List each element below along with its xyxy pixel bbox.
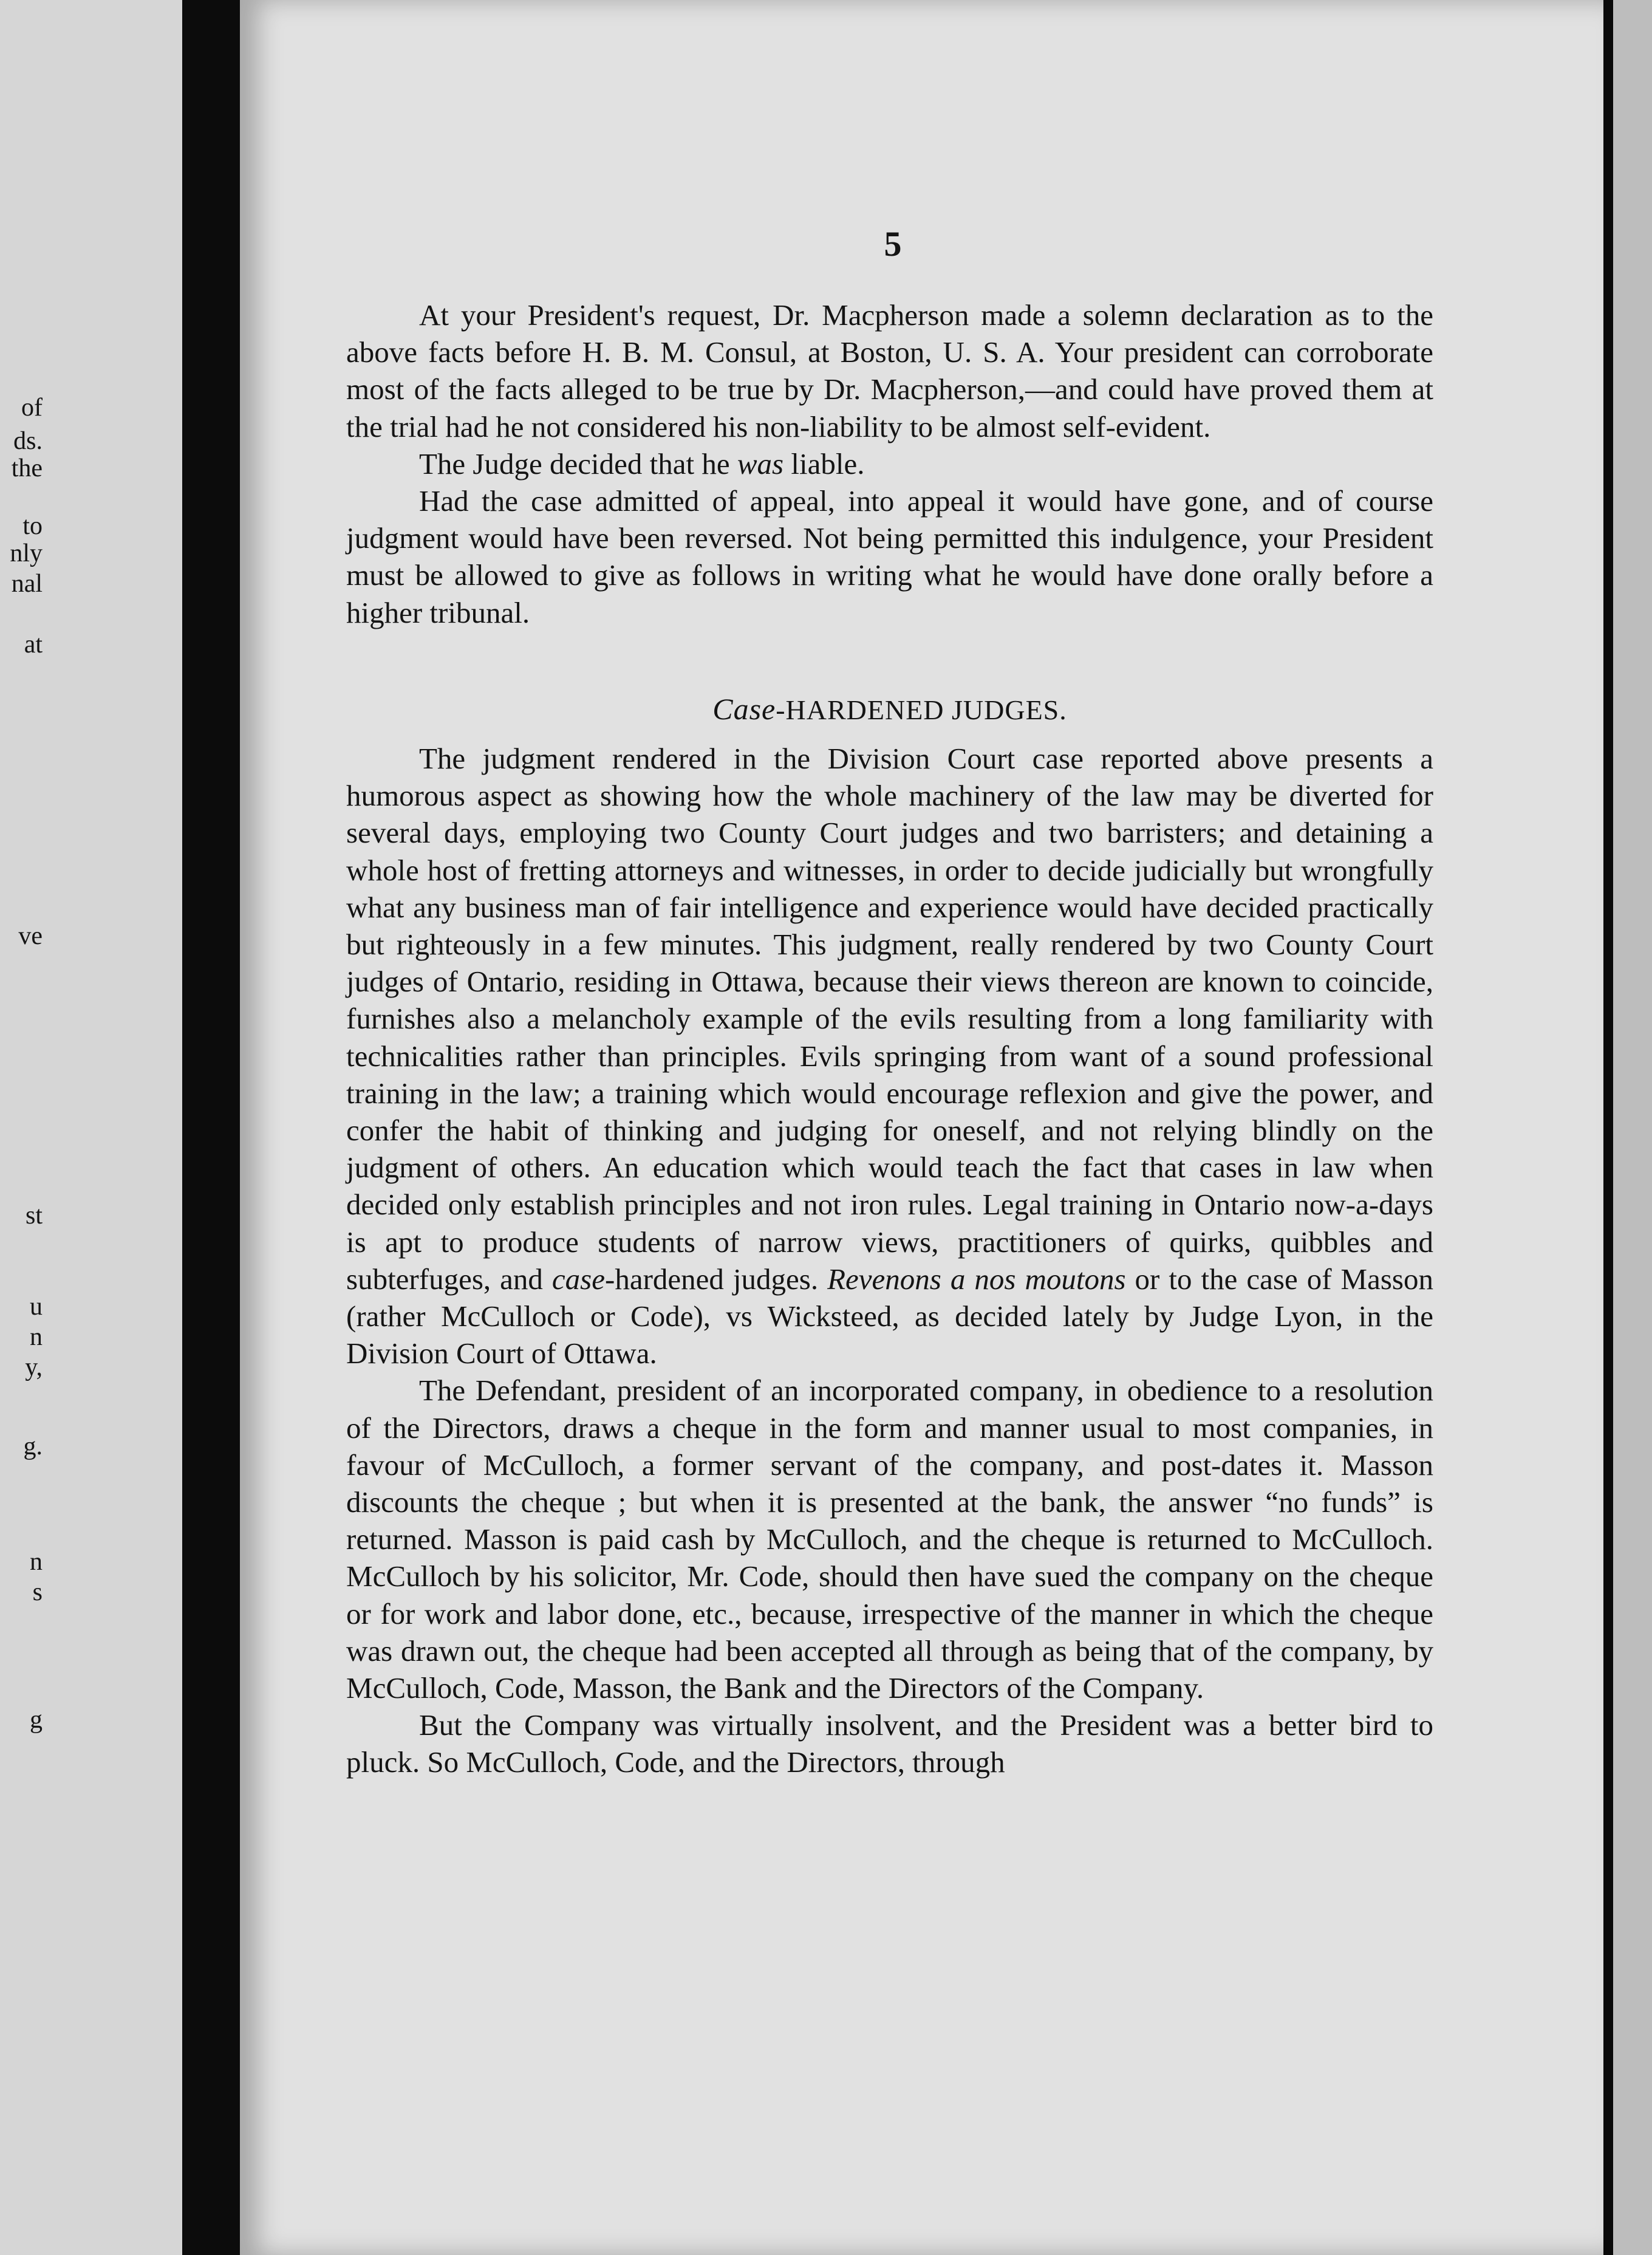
paragraph-judge-decided xyxy=(346,445,1433,482)
italic-run: Revenons a nos moutons xyxy=(827,1262,1126,1296)
text-block-body xyxy=(346,740,1433,1781)
margin-fragment: u xyxy=(30,1293,43,1321)
heading-rest: -HARDENED JUDGES. xyxy=(776,694,1067,725)
section-heading xyxy=(346,691,1433,727)
paragraph-judgment xyxy=(346,740,1433,1372)
text-run: The Judge decided that he xyxy=(419,447,737,481)
margin-fragment: s xyxy=(32,1578,43,1606)
margin-fragment: to xyxy=(22,512,43,540)
margin-fragment: at xyxy=(24,631,43,659)
margin-fragment: n xyxy=(30,1548,43,1576)
margin-fragment: g xyxy=(30,1706,43,1734)
margin-fragment: the xyxy=(11,454,43,482)
text-run: The judgment rendered in the Division Court case reported above presents a humorous aspect as showing how the whole machinery of the law may be diverted for several days, employing two County Court judges and two barristers; and detaining a whole host of fretting attorneys and witnesses, in order to decide judicially but wrongfully what any business man of fair intelligence and experience would have decided practically but righteously in a few minutes. This judgment, really rendered by two County Court judges of Ontario, residing in Ottawa, because their views thereon are known to coincide, furnishes also a melancholy example of the evils resulting from a long familiarity with technicalities rather than principles. Evils springing from want of a sound professional training in the law; a training which would encourage reflexion and give the power, and confer the habit of thinking and judging for oneself, and not relying blindly on the judgment of others. An education which would teach the fact that cases in law when decided only establish principles and not iron rules. Legal training in Ontario now-a-days is apt to produce students of narrow views, practitioners of quirks, quibbles and subterfuges, and xyxy=(346,742,1433,1296)
heading-italic: Case xyxy=(712,692,776,726)
book-gutter xyxy=(182,0,240,2255)
margin-fragment: ds. xyxy=(13,427,43,455)
margin-fragment: st xyxy=(25,1202,43,1230)
page-number: 5 xyxy=(884,224,902,264)
margin-fragment: nly xyxy=(10,539,43,567)
italic-run: was xyxy=(737,447,784,481)
margin-fragment: of xyxy=(21,394,43,422)
margin-fragment: ve xyxy=(18,922,43,950)
margin-fragment: nal xyxy=(11,570,43,598)
paragraph-defendant: The Defendant, president of an incorporated company, in obedience to a resolution of the Directors, draws a cheque in the form and manner usual to most companies, in favour of McCulloch, a former servant of the company, and post-dates it. Masson discounts the cheque ; but when it is presented at the bank, the answer “no funds” is returned. Masson is paid cash by McCulloch, and the cheque is returned to McCulloch. McCulloch by his solicitor, Mr. Code, should then have sued the company on the cheque or for work and labor done, etc., because, irrespective of the manner in which the cheque was drawn out, the cheque had been accepted all through as being that of the company, by McCulloch, Code, Masson, the Bank and the Directors of the Company. xyxy=(346,1374,1433,1705)
margin-fragment: y, xyxy=(25,1353,43,1381)
paragraph-appeal: Had the case admitted of appeal, into appeal it would have gone, and of course judgment would have been reversed. Not being permitted this indulgence, your President must be allowed to give as follows in writing what he would have done orally before a higher tribunal. xyxy=(346,484,1433,629)
text-run: liable. xyxy=(783,447,865,481)
text-block-top xyxy=(346,296,1433,631)
paragraph-but: But the Company was virtually insolvent, and the President was a better bird to pluck. So McCulloch, Code, and the Directors, through xyxy=(346,1708,1433,1779)
margin-fragment: n xyxy=(30,1323,43,1351)
italic-run: case xyxy=(551,1262,605,1296)
text-run: or to the case of Masson (rather McCulloch or Code), vs Wicksteed, as decided lately by Judge Lyon, in the Division Court of Ottawa. xyxy=(346,1262,1433,1370)
page-edge xyxy=(1603,0,1652,2255)
paragraph-declaration: At your President's request, Dr. Macpherson made a solemn declaration as to the above facts before H. B. M. Consul, at Boston, U. S. A. Your president can corroborate most of the facts alleged to be true by Dr. Macpherson,—and could have proved them at the trial had he not considered his non-liability to be almost self-evident. xyxy=(346,298,1433,443)
margin-fragment: g. xyxy=(23,1432,43,1460)
adjacent-page-text-fragments xyxy=(0,0,182,2255)
text-run: -hardened judges. xyxy=(605,1262,828,1296)
